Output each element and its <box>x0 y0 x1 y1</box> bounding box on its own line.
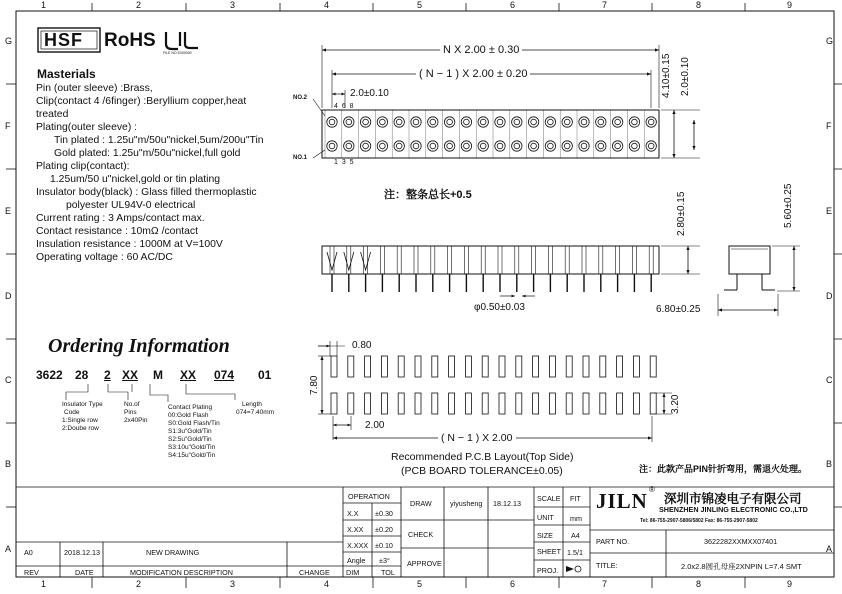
hole-outer <box>444 141 454 151</box>
hole-outer <box>528 141 538 151</box>
dim-side-h: 2.80±0.15 <box>676 191 687 236</box>
side-view <box>322 246 700 296</box>
frame-row-label: D <box>5 291 12 301</box>
ul-file-no: FILE NO E000000 <box>163 51 192 55</box>
pcb-pad <box>633 356 639 377</box>
dim-pitch-span: ( N − 1 ) X 2.00 ± 0.20 <box>416 68 530 80</box>
frame-col-label: 1 <box>41 0 47 10</box>
side-view-body <box>322 246 659 274</box>
order-desc-plating: Contact Plating 00:Gold Flash S0:Gold Flash/Tin S1:3u"Gold/Tin S2:5u"Gold/Tin S3:10u"Gold/Tin S4:15u"Gold/Tin <box>168 404 220 459</box>
hole-inner <box>514 143 520 149</box>
hole-inner <box>363 119 369 125</box>
hole-outer <box>394 141 404 151</box>
hole-outer <box>411 117 421 127</box>
frame-row-label: B <box>826 459 833 469</box>
order-code-part: 28 <box>75 368 89 382</box>
check-label: CHECK <box>408 530 434 539</box>
pcb-pad <box>449 356 455 377</box>
dim-pcb-span: ( N − 1 ) X 2.00 <box>438 432 516 444</box>
spec-line: Plating clip(contact): <box>36 161 130 172</box>
hole-inner <box>598 119 604 125</box>
hole-outer <box>545 117 555 127</box>
hole-inner <box>396 119 402 125</box>
hole-outer <box>428 117 438 127</box>
hdr-change: CHANGE <box>299 568 330 577</box>
company-tel: Tel: 86-755-2907-5806/5802 Fax: 86-755-2907-5802 <box>640 518 758 524</box>
hole-outer <box>495 117 505 127</box>
frame-col-label: 8 <box>696 0 702 10</box>
hdr-date: DATE <box>75 568 94 577</box>
frame-col-label: 9 <box>787 0 793 10</box>
hole-inner <box>413 119 419 125</box>
part-no-value: 3622282XXMXX07401 <box>704 537 778 546</box>
tol-dim: Angle <box>347 556 366 565</box>
order-code-part: 3622 <box>36 368 63 382</box>
dim-row-pitch: 2.0±0.10 <box>680 57 691 96</box>
hole-outer <box>360 141 370 151</box>
hole-outer <box>377 117 387 127</box>
hdr-dim: DIM <box>346 568 360 577</box>
operation-label: OPERATION <box>348 492 390 501</box>
dim-pcb-w: 0.80 <box>352 340 372 351</box>
frame-col-label: 2 <box>136 0 142 10</box>
pcb-pad <box>398 356 404 377</box>
spec-line: Contact resistance : 10mΩ /contact <box>36 226 198 237</box>
note-length: 注：整条总长+0.5 <box>384 189 472 201</box>
hole-inner <box>447 119 453 125</box>
hole-outer <box>512 141 522 151</box>
hole-outer <box>377 141 387 151</box>
label-no2: NO.2 <box>293 95 308 101</box>
order-code-part: 01 <box>258 368 272 382</box>
side-view-pins <box>327 246 653 292</box>
hole-inner <box>480 119 486 125</box>
hole-outer <box>344 117 354 127</box>
pcb-pad <box>331 356 337 377</box>
pcb-pad <box>533 393 539 414</box>
pcb-pad <box>583 393 589 414</box>
frame-row-label: F <box>5 121 11 131</box>
frame-col-label: 3 <box>230 579 236 589</box>
ul-mark-icon <box>166 32 198 49</box>
hole-outer <box>528 117 538 127</box>
frame-row-label: C <box>5 375 12 385</box>
pcb-pad <box>516 393 522 414</box>
label-no1: NO.1 <box>293 155 308 161</box>
ordering-title: Ordering Information <box>48 335 230 357</box>
dim-total: N X 2.00 ± 0.30 <box>440 44 522 56</box>
hole-outer <box>444 117 454 127</box>
frame-col-label: 6 <box>510 0 516 10</box>
pcb-pad <box>365 356 371 377</box>
tol-value: ±0.20 <box>375 525 393 534</box>
note-pin: 注：此款产品PIN针折弯用，需退火处理。 <box>639 464 808 474</box>
pcb-pad <box>566 393 572 414</box>
frame-col-label: 4 <box>324 579 330 589</box>
size-value: A4 <box>571 531 580 540</box>
pcb-pad <box>482 393 488 414</box>
hole-inner <box>413 143 419 149</box>
pcb-pad <box>449 393 455 414</box>
pcb-pad <box>381 356 387 377</box>
hole-inner <box>598 143 604 149</box>
hole-outer <box>646 117 656 127</box>
size-label: SIZE <box>537 531 553 540</box>
frame-col-label: 2 <box>136 579 142 589</box>
rev-value: A0 <box>24 548 33 557</box>
pcb-pad <box>617 393 623 414</box>
frame-row-label: C <box>826 375 833 385</box>
spec-list <box>36 82 264 264</box>
pcb-pad <box>650 393 656 414</box>
frame-row-label: G <box>5 36 13 46</box>
pcb-pad <box>499 393 505 414</box>
proj-label: PROJ. <box>537 566 559 575</box>
pcb-pads <box>331 356 656 414</box>
hole-inner <box>615 119 621 125</box>
hole-outer <box>562 141 572 151</box>
hole-inner <box>430 143 436 149</box>
frame-col-label: 7 <box>602 579 608 589</box>
unit-value: mm <box>570 514 582 523</box>
frame-col-label: 1 <box>41 579 47 589</box>
hole-inner <box>514 119 520 125</box>
pcb-pad <box>516 356 522 377</box>
hole-inner <box>464 143 470 149</box>
draw-date: 18.12.13 <box>493 499 521 508</box>
hole-inner <box>464 119 470 125</box>
tol-value: ±3° <box>379 556 390 565</box>
dim-end-h: 5.60±0.25 <box>783 183 794 228</box>
pcb-pad <box>465 356 471 377</box>
hole-outer <box>596 141 606 151</box>
hole-outer <box>327 117 337 127</box>
hole-outer <box>579 141 589 151</box>
hole-inner <box>430 119 436 125</box>
pcb-pad <box>415 356 421 377</box>
hole-outer <box>579 117 589 127</box>
spec-line: Clip(contact 4 /6finger) :Beryllium copper,heat <box>36 96 247 107</box>
drawer-name: yiyusheng <box>450 499 483 508</box>
frame-col-label: 5 <box>417 0 423 10</box>
frame-col-label: 6 <box>510 579 516 589</box>
modification-value: NEW DRAWING <box>146 548 200 557</box>
top-view <box>313 45 700 158</box>
hole-inner <box>548 143 554 149</box>
dim-pcb-pitch: 2.00 <box>365 420 385 431</box>
hole-inner <box>497 143 503 149</box>
hole-outer <box>461 141 471 151</box>
hole-inner <box>581 143 587 149</box>
order-code-part: 074 <box>214 368 235 382</box>
frame-row-label: F <box>826 121 832 131</box>
frame-col-label: 7 <box>602 0 608 10</box>
pcb-pad <box>482 356 488 377</box>
order-code-part: XX <box>122 368 139 382</box>
pcb-pad <box>499 356 505 377</box>
pcb-pad <box>633 393 639 414</box>
hole-outer <box>327 141 337 151</box>
hole-inner <box>329 119 335 125</box>
pcb-pad <box>566 356 572 377</box>
frame-row-label: B <box>5 459 12 469</box>
spec-line: Plating(outer sleeve) : <box>36 122 138 133</box>
hole-inner <box>581 119 587 125</box>
order-desc-pins: No.of Pins 2x40Pin <box>124 401 148 424</box>
scale-value: FIT <box>570 494 581 503</box>
hdr-rev: REV <box>24 568 39 577</box>
hole-inner <box>548 119 554 125</box>
sheet-label: SHEET <box>537 547 561 556</box>
spec-line: Insulation resistance : 1000M at V=100V <box>36 239 223 250</box>
order-desc-type: Insulator Type Code 1:Single row 2:Doube row <box>62 401 103 432</box>
hole-outer <box>629 117 639 127</box>
hole-inner <box>380 119 386 125</box>
pcb-pad <box>331 393 337 414</box>
spec-line: 1.25um/50 u"nickel,gold or tin plating <box>50 174 221 185</box>
hole-inner <box>396 143 402 149</box>
pcb-pad <box>381 393 387 414</box>
hole-outer <box>495 141 505 151</box>
hole-inner <box>564 119 570 125</box>
tol-dim: X.XX <box>347 525 364 534</box>
pin-contact <box>344 252 354 270</box>
hole-inner <box>615 143 621 149</box>
frame-col-label: 9 <box>787 579 793 589</box>
hole-outer <box>411 141 421 151</box>
frame-row-label: D <box>826 291 833 301</box>
top-pin-numbers: 4 6 8 <box>334 103 355 110</box>
pcb-title: Recommended P.C.B Layout(Top Side) <box>391 451 574 463</box>
hole-inner <box>363 143 369 149</box>
hole-inner <box>480 143 486 149</box>
hdr-modification: MODIFICATION DESCRIPTION <box>130 568 233 577</box>
unit-label: UNIT <box>537 513 554 522</box>
frame-row-label: E <box>5 206 12 216</box>
frame-row-label: G <box>826 36 834 46</box>
hole-inner <box>346 119 352 125</box>
bottom-pin-numbers: 1 3 5 <box>334 159 355 166</box>
rohs-logo-text: RoHS <box>104 30 156 51</box>
pcb-pad <box>549 356 555 377</box>
spec-line: Tin plated : 1.25u"m/50u"nickel,5um/200u"Tin <box>54 135 264 146</box>
hole-inner <box>564 143 570 149</box>
spec-line: Gold plated: 1.25u"m/50u"nickel,full gold <box>54 148 241 159</box>
pcb-pad <box>348 356 354 377</box>
end-view <box>718 246 800 316</box>
part-no-label: PART NO. <box>596 537 630 546</box>
sheet-value: 1.5/1 <box>567 548 583 557</box>
pcb-pad <box>600 393 606 414</box>
pcb-pad <box>533 356 539 377</box>
hole-outer <box>512 117 522 127</box>
dim-end-w: 6.80±0.25 <box>656 304 701 315</box>
end-view-body <box>729 246 770 274</box>
pcb-pad <box>583 356 589 377</box>
pcb-pad <box>432 393 438 414</box>
spec-line: treated <box>36 109 69 120</box>
frame-row-label: E <box>826 206 833 216</box>
hole-inner <box>531 143 537 149</box>
pcb-pad <box>650 356 656 377</box>
order-code-part: 2 <box>104 368 111 382</box>
hole-outer <box>478 141 488 151</box>
pcb-pad <box>415 393 421 414</box>
hole-inner <box>329 143 335 149</box>
pcb-tolerance: (PCB BOARD TOLERANCE±0.05) <box>401 465 563 477</box>
top-view-holes <box>325 110 656 158</box>
order-code-part: XX <box>180 368 197 382</box>
title-value: 2.0x2.8圆孔母座2XNPIN L=7.4 SMT <box>681 562 802 571</box>
hole-outer <box>461 117 471 127</box>
hole-outer <box>428 141 438 151</box>
hsf-logo-text: HSF <box>44 30 83 50</box>
hole-outer <box>394 117 404 127</box>
frame-col-label: 4 <box>324 0 330 10</box>
dim-width: 4.10±0.15 <box>661 53 672 98</box>
tol-dim: X.X <box>347 509 359 518</box>
hole-outer <box>612 141 622 151</box>
order-desc-length: Length 074=7.40mm <box>236 401 275 416</box>
tol-value: ±0.30 <box>375 509 393 518</box>
hole-outer <box>596 117 606 127</box>
frame-col-label: 5 <box>417 579 423 589</box>
hole-outer <box>545 141 555 151</box>
hole-outer <box>478 117 488 127</box>
company-name-en: SHENZHEN JINLING ELECTRONIC CO.,LTD <box>659 505 808 514</box>
pin-contact <box>361 252 371 270</box>
hole-inner <box>380 143 386 149</box>
hole-outer <box>646 141 656 151</box>
hole-inner <box>346 143 352 149</box>
approve-label: APPROVE <box>407 559 442 568</box>
frame-col-label: 3 <box>230 0 236 10</box>
pcb-pad <box>549 393 555 414</box>
date-value: 2018.12.13 <box>64 548 100 557</box>
hdr-tol: TOL <box>381 568 395 577</box>
spec-line: polyester UL94V-0 electrical <box>66 200 196 211</box>
spec-line: Operating voltage : 60 AC/DC <box>36 252 173 263</box>
hole-inner <box>648 143 654 149</box>
frame-row-label: A <box>5 544 12 554</box>
tol-value: ±0.10 <box>375 541 393 550</box>
frame-col-label: 8 <box>696 579 702 589</box>
spec-heading: Masterials <box>37 67 96 81</box>
hole-inner <box>648 119 654 125</box>
hole-outer <box>562 117 572 127</box>
hole-inner <box>497 119 503 125</box>
order-code-part: M <box>153 368 163 382</box>
pcb-pad <box>432 356 438 377</box>
pcb-pad <box>365 393 371 414</box>
dim-pcb-row: 3.20 <box>670 394 681 414</box>
projection-icon <box>575 566 581 572</box>
title-label: TITLE: <box>596 561 618 570</box>
company-logo: JILN <box>596 489 648 513</box>
hole-outer <box>629 141 639 151</box>
ordering-leaders <box>66 384 235 402</box>
spec-line: Insulator body(black) : Glass filled thermoplastic <box>36 187 257 198</box>
hole-inner <box>447 143 453 149</box>
scale-label: SCALE <box>537 494 561 503</box>
tol-dim: X.XXX <box>347 541 369 550</box>
hole-outer <box>360 117 370 127</box>
spec-line: Current rating : 3 Amps/contact max. <box>36 213 205 224</box>
hole-inner <box>632 143 638 149</box>
draw-label: DRAW <box>410 499 432 508</box>
pin-contact <box>327 252 337 270</box>
hole-outer <box>344 141 354 151</box>
dim-pin-dia: φ0.50±0.03 <box>474 302 525 313</box>
pcb-pad <box>617 356 623 377</box>
pcb-pad <box>348 393 354 414</box>
frame-row-label: A <box>826 544 833 554</box>
company-name-cn: 深圳市锦凌电子有限公司 <box>664 492 802 506</box>
pcb-pad <box>465 393 471 414</box>
hole-inner <box>632 119 638 125</box>
hole-outer <box>612 117 622 127</box>
hole-inner <box>531 119 537 125</box>
spec-line: Pin (outer sleeve) :Brass, <box>36 83 153 94</box>
pcb-pad <box>600 356 606 377</box>
top-view-body <box>322 110 659 158</box>
pcb-pad <box>398 393 404 414</box>
dim-pitch: 2.0±0.10 <box>350 88 389 99</box>
registered-icon: ® <box>649 485 655 494</box>
dim-pcb-h: 7.80 <box>309 375 320 395</box>
